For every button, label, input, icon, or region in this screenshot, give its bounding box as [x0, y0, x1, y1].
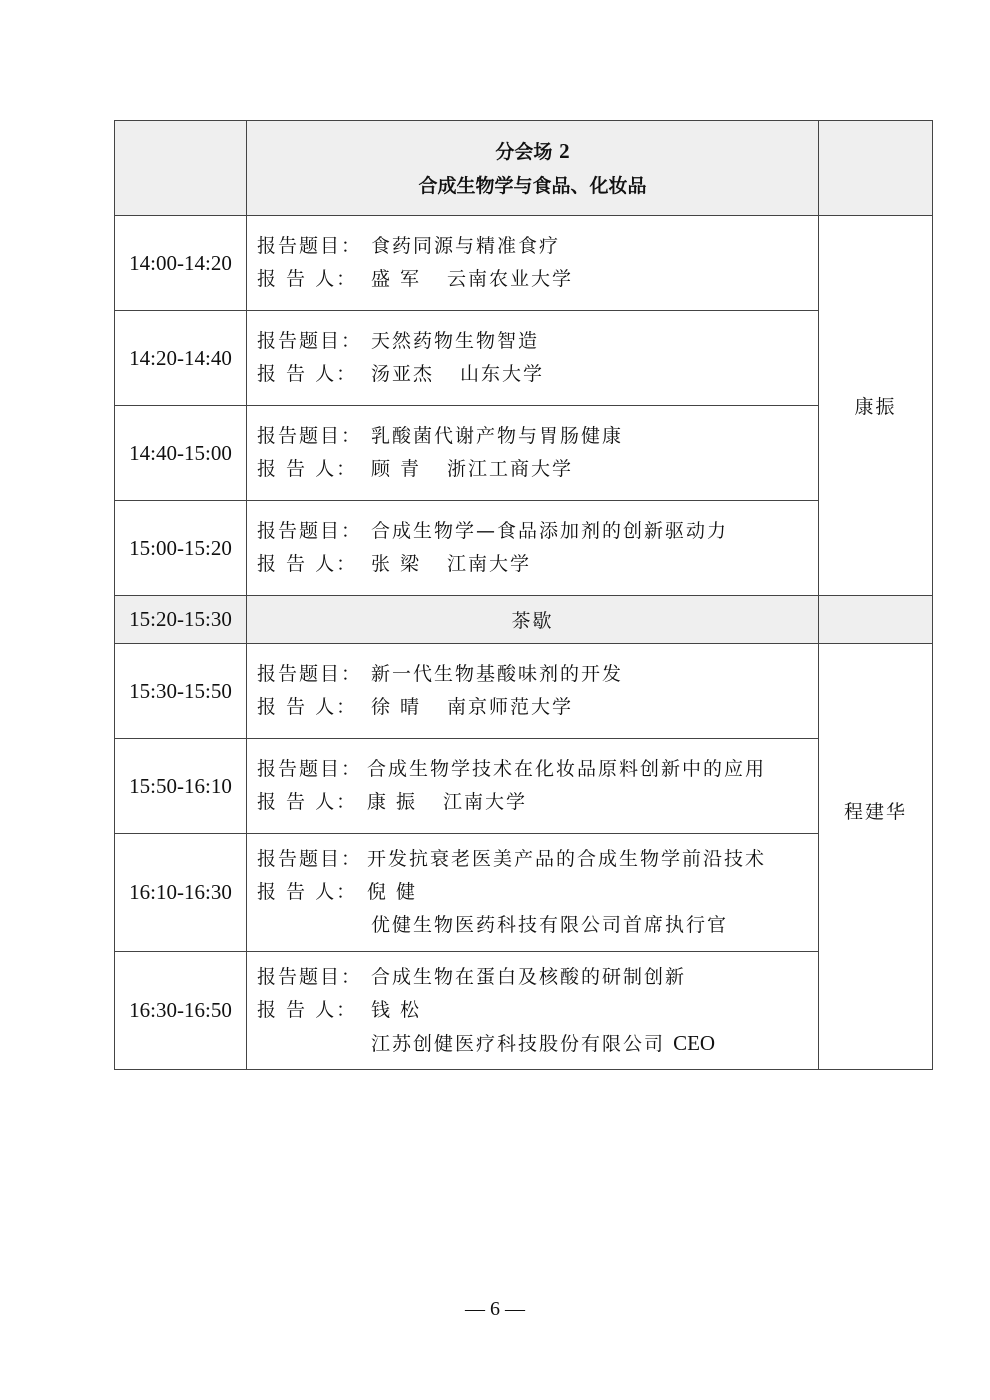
- session-name: [247, 134, 818, 169]
- talk-row: [115, 952, 933, 1070]
- title-label: 报告题目：: [257, 663, 363, 685]
- talk-time: 15:50-16:10: [115, 739, 247, 834]
- title-label: 报告题目：: [257, 965, 363, 988]
- speaker-org: 南京师范大学: [447, 696, 574, 718]
- talk-row: [115, 311, 933, 406]
- talk-title: 乳酸菌代谢产物与胃肠健康: [371, 425, 624, 447]
- talk-row: [115, 834, 933, 952]
- title-label: 报告题目：: [257, 848, 363, 870]
- session-label: 分会场: [495, 140, 553, 163]
- speaker-name: 钱 松: [371, 998, 422, 1021]
- talk-details: [247, 216, 819, 311]
- talk-time: 16:30-16:50: [115, 952, 247, 1070]
- speaker-name: 盛 军: [371, 268, 422, 290]
- talk-details: [247, 739, 819, 834]
- talk-row: [115, 644, 933, 739]
- header-empty-time-cell: [115, 121, 247, 216]
- speaker-org-line: [257, 1027, 818, 1061]
- speaker-org: 云南农业大学: [447, 268, 574, 290]
- talk-title: 开发抗衰老医美产品的合成生物学前沿技术: [367, 848, 767, 870]
- page-number: — 6 —: [465, 1298, 525, 1320]
- session-header-row: [115, 121, 933, 216]
- session-number: 2: [559, 138, 570, 163]
- talk-row: [115, 406, 933, 501]
- talk-title: 新一代生物基酸味剂的开发: [371, 663, 624, 685]
- title-label: 报告题目：: [257, 330, 363, 352]
- break-label: 茶歇: [247, 596, 819, 644]
- speaker-org: 浙江工商大学: [447, 458, 574, 480]
- speaker-name: 徐 晴: [371, 696, 422, 718]
- talk-details: [247, 311, 819, 406]
- title-label: 报告题目：: [257, 235, 363, 257]
- talk-time: 16:10-16:30: [115, 834, 247, 952]
- title-label: 报告题目：: [257, 758, 363, 780]
- talk-title: 天然药物生物智造: [371, 330, 540, 352]
- talk-row: [115, 501, 933, 596]
- talk-time: 15:30-15:50: [115, 644, 247, 739]
- talk-time: 14:40-15:00: [115, 406, 247, 501]
- host-cell: 康振: [819, 216, 933, 596]
- talk-time: 14:20-14:40: [115, 311, 247, 406]
- speaker-role: CEO: [673, 1030, 716, 1055]
- speaker-label: 报 告 人：: [257, 458, 358, 480]
- talk-row: [115, 739, 933, 834]
- speaker-name: 张 梁: [371, 553, 422, 575]
- header-empty-host-cell: [819, 121, 933, 216]
- talk-title: 合成生物在蛋白及核酸的研制创新: [371, 965, 687, 988]
- break-time: 15:20-15:30: [115, 596, 247, 644]
- speaker-label: 报 告 人：: [257, 696, 358, 718]
- talk-title: 合成生物学技术在化妆品原料创新中的应用: [367, 758, 767, 780]
- host-name: 程建华: [843, 800, 907, 823]
- talk-details: [247, 952, 819, 1070]
- session-header: [247, 121, 819, 216]
- title-label: 报告题目：: [257, 425, 363, 447]
- talk-title: 合成生物学—食品添加剂的创新驱动力: [371, 520, 729, 542]
- talk-details: [247, 501, 819, 596]
- talk-row: [115, 216, 933, 311]
- speaker-label: 报 告 人：: [257, 553, 358, 575]
- speaker-name: 顾 青: [371, 458, 422, 480]
- talk-details: [247, 406, 819, 501]
- talk-time: 14:00-14:20: [115, 216, 247, 311]
- speaker-label: 报 告 人：: [257, 268, 358, 290]
- break-empty-host-cell: [819, 596, 933, 644]
- speaker-org: 江南大学: [443, 791, 528, 813]
- speaker-org: 优健生物医药科技有限公司首席执行官: [371, 914, 729, 936]
- speaker-label: 报 告 人：: [257, 791, 358, 813]
- host-cell: [819, 644, 933, 1070]
- tea-break-row: [115, 596, 933, 644]
- agenda-table: [114, 120, 933, 1070]
- session-theme: 合成生物学与食品、化妆品: [418, 174, 647, 197]
- speaker-label: 报 告 人：: [257, 363, 358, 385]
- speaker-name: 倪 健: [367, 881, 418, 903]
- speaker-org: 江南大学: [447, 553, 532, 575]
- speaker-name: 康 振: [367, 791, 418, 813]
- speaker-org: 山东大学: [460, 363, 545, 385]
- speaker-label: 报 告 人：: [257, 881, 358, 903]
- talk-time: 15:00-15:20: [115, 501, 247, 596]
- speaker-org: 江苏创健医疗科技股份有限公司: [371, 1032, 666, 1055]
- talk-title: 食药同源与精准食疗: [371, 235, 561, 257]
- talk-details: [247, 644, 819, 739]
- speaker-label: 报 告 人：: [257, 998, 358, 1021]
- talk-details: [247, 834, 819, 952]
- title-label: 报告题目：: [257, 520, 363, 542]
- speaker-name: 汤亚杰: [371, 363, 435, 385]
